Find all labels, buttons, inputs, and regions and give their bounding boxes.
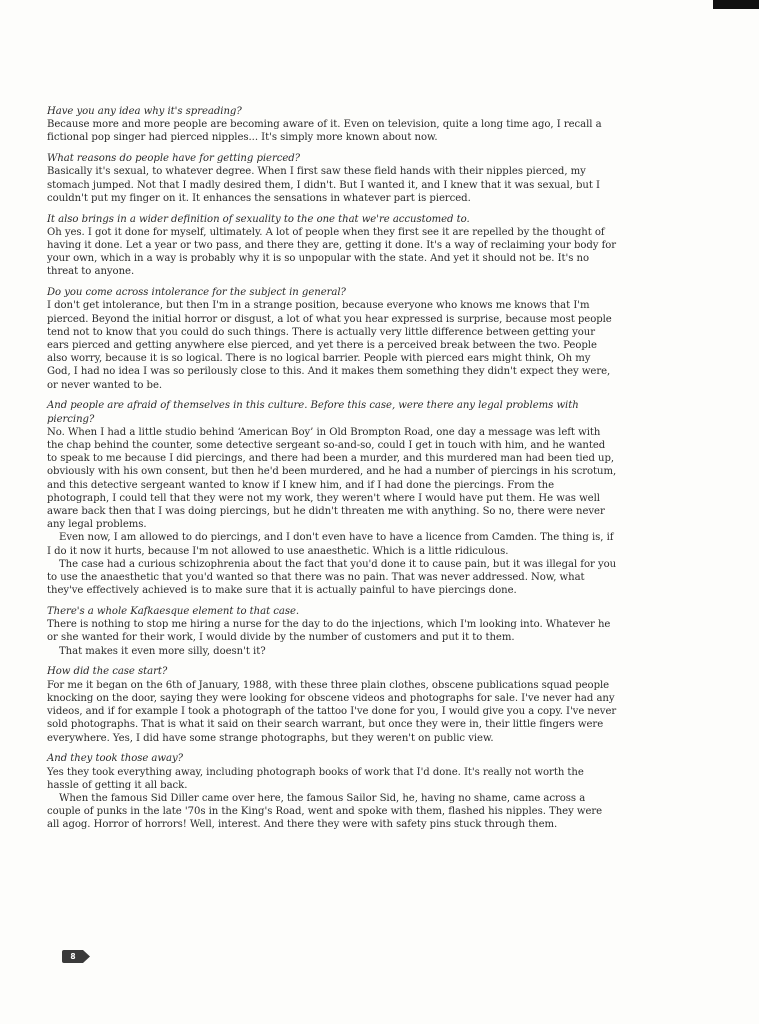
question: It also brings in a wider definition of sexuality to the one that we're accustomed to. xyxy=(47,213,470,225)
answer: When the famous Sid Diller came over here, the famous Sailor Sid, he, having no shame, came across a couple of punks in the late '70s in the King's Road, went and spoke with them, flashed his nipples. They were all agog. Horror of horrors! Well, interest. And there they were with safety pins stuck through them. xyxy=(47,792,603,831)
corner-scan-mark xyxy=(713,0,759,9)
answer: Even now, I am allowed to do piercings, and I don't even have to have a licence from Camden. The thing is, if I do it now it hurts, because I'm not allowed to use anaesthetic. Which is a little ridiculous. xyxy=(47,532,614,557)
qa-block xyxy=(47,152,617,205)
question: And they took those away? xyxy=(47,753,183,765)
question: How did the case start? xyxy=(47,666,168,678)
answer: I don't get intolerance, but then I'm in a strange position, because everyone who knows me knows that I'm pierced. Beyond the initial horror or disgust, a lot of what you hear expressed is surprise, because most people tend not to know that you could do such things. There is actually very little difference between getting your ears pierced and getting anywhere else pierced, and yet there is a perceived break between the two. People also worry, because it is so logical. There is no logical barrier. People with pierced ears might think, Oh my God, I had no idea I was so perilously close to this. And it makes them something they didn't expect they were, or never wanted to be. xyxy=(47,300,612,391)
page-number: 8 xyxy=(70,952,76,961)
answer: For me it began on the 6th of January, 1988, with these three plain clothes, obscene publications squad people knocking on the door, saying they were looking for obscene videos and photographs for sale. I've never had any videos, and if for example I took a photograph of the tattoo I've done for you, I would give you a copy. I've never sold photographs. That is what it said on their search warrant, but once they were in, their little fingers were everywhere. Yes, I did have some strange photographs, but they weren't on public view. xyxy=(47,679,617,744)
question: What reasons do people have for getting pierced? xyxy=(47,153,301,165)
qa-block xyxy=(47,213,617,279)
question: And people are afraid of themselves in this culture. Before this case, were there any legal problems with piercing? xyxy=(47,400,579,425)
answer: That makes it even more silly, doesn't it? xyxy=(59,645,266,657)
answer: The case had a curious schizophrenia about the fact that you'd done it to cause pain, but it was illegal for you to use the anaesthetic that you'd wanted so that there was no pain. That was never addressed. Now, what they've effectively achieved is to make sure that it is actually painful to have piercings done. xyxy=(47,558,617,597)
qa-block xyxy=(47,286,617,392)
answer: Basically it's sexual, to whatever degree. When I first saw these field hands with their nipples pierced, my stomach jumped. Not that I madly desired them, I didn't. But I wanted it, and I knew that it was sexual, but I couldn't put my finger on it. It enhances the sensations in whatever part is pierced. xyxy=(47,166,600,204)
question: Have you any idea why it's spreading? xyxy=(47,106,242,117)
answer: No. When I had a little studio behind ‘American Boy’ in Old Brompton Road, one day a message was left with the chap behind the counter, some detective sergeant so-and-so, could I get in touch with him, and he wanted to speak to me because I did piercings, and there had been a murder, and this murdered man had been tied up, obviously with his own consent, but then he'd been murdered, and he had a number of piercings in his scrotum, and this detective sergeant wanted to know if I knew him, and if I had done the piercings. From the photograph, I could tell that they were not my work, they weren't where I would have put them. He was well aware back then that I was doing piercings, but he didn't threaten me with anything. So no, there were never any legal problems. xyxy=(47,426,617,531)
interview-text xyxy=(47,105,617,839)
answer: Yes they took everything away, including photograph books of work that I'd done. It's really not worth the hassle of getting it all back. xyxy=(47,766,584,791)
qa-block xyxy=(47,605,617,658)
answer: Oh yes. I got it done for myself, ultimately. A lot of people when they first see it are repelled by the thought of having it done. Let a year or two pass, and there they are, getting it done. It's a way of reclaiming your body for your own, which in a way is probably why it is so unpopular with the state. And yet it should not be. It's no threat to anyone. xyxy=(47,226,617,278)
qa-block xyxy=(47,105,617,145)
qa-block xyxy=(47,665,617,744)
question: Do you come across intolerance for the subject in general? xyxy=(47,287,346,299)
answer: Because more and more people are becoming aware of it. Even on television, quite a long time ago, I recall a fictional pop singer had pierced nipples... It's simply more known about now. xyxy=(47,119,602,144)
page-number-badge xyxy=(62,950,90,963)
question: There's a whole Kafkaesque element to that case. xyxy=(47,606,300,618)
qa-block xyxy=(47,752,617,831)
qa-block xyxy=(47,399,617,597)
answer: There is nothing to stop me hiring a nurse for the day to do the injections, which I'm looking into. Whatever he or she wanted for their work, I would divide by the number of customers and put it to them. xyxy=(47,619,611,644)
